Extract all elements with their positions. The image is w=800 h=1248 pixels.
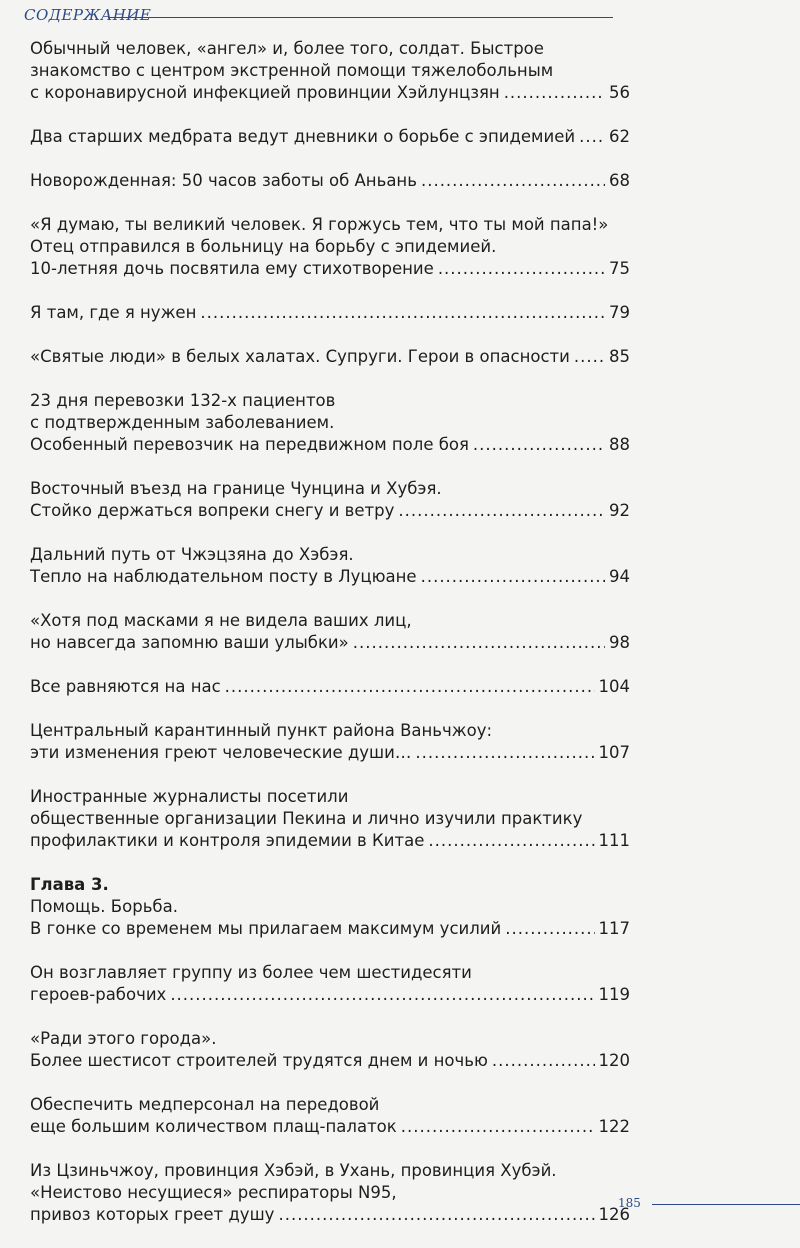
dot-leader [473, 434, 605, 456]
toc-entry-title-line: Обычный человек, «ангел» и, более того, солдат. Быстрое [30, 39, 544, 58]
toc-entry[interactable] [30, 302, 630, 324]
toc-entry-last-line [30, 1116, 630, 1138]
toc-entry-title-line: В гонке со временем мы прилагаем максимум усилий [30, 919, 502, 938]
toc-page-number: 79 [609, 303, 630, 322]
toc-entry[interactable] [30, 544, 630, 588]
dot-leader [504, 82, 605, 104]
toc-entry-last-line [30, 126, 630, 148]
toc-entry[interactable] [30, 346, 630, 368]
toc-entry-title-line: Иностранные журналисты посетили [30, 787, 349, 806]
toc-entry-title-line: Центральный карантинный пункт района Ваньчжоу: [30, 721, 493, 740]
toc-page-number: 119 [598, 985, 630, 1004]
toc-entry-title-line: героев-рабочих [30, 985, 167, 1004]
dot-leader [421, 170, 605, 192]
toc-entry-title-line: «Святые люди» в белых халатах. Супруги. Герои в опасности [30, 347, 570, 366]
toc-entry-title-line: общественные организации Пекина и лично изучили практику [30, 809, 583, 828]
toc-entry-last-line [30, 918, 630, 940]
toc-entry-last-line [30, 346, 630, 368]
toc-entry-title-line: Новорожденная: 50 часов заботы об Аньань [30, 171, 417, 190]
toc-entry-last-line [30, 676, 630, 698]
toc-entry-last-line [30, 302, 630, 324]
toc-entry-last-line [30, 170, 630, 192]
toc-entry[interactable] [30, 126, 630, 148]
toc-entry[interactable] [30, 720, 630, 764]
toc-page-number: 111 [598, 831, 630, 850]
dot-leader [415, 742, 594, 764]
footer-rule [652, 1204, 800, 1205]
toc-entry[interactable] [30, 214, 630, 280]
toc-entry-title-line: Более шестисот строителей трудятся днем и ночью [30, 1051, 488, 1070]
toc-entry-title-line: Дальний путь от Чжэцзяна до Хэбэя. [30, 545, 354, 564]
dot-leader [401, 1116, 595, 1138]
toc-page-number: 68 [609, 171, 630, 190]
toc-entry-title-line: эти изменения греют человеческие души… [30, 743, 412, 762]
dot-leader [398, 500, 605, 522]
toc-page-number: 104 [598, 677, 630, 696]
toc-page-number: 117 [598, 919, 630, 938]
toc-entry-title-line: профилактики и контроля эпидемии в Китае [30, 831, 425, 850]
toc-entry-title-line: Помощь. Борьба. [30, 897, 178, 916]
toc-entry-title-line: Обеспечить медперсонал на передовой [30, 1095, 380, 1114]
toc-entry[interactable] [30, 896, 630, 940]
toc-page-number: 62 [609, 127, 630, 146]
toc-entry-title-line: 23 дня перевозки 132-х пациентов [30, 391, 336, 410]
toc-page-number: 122 [598, 1117, 630, 1136]
toc-page-number: 88 [609, 435, 630, 454]
toc-entry[interactable] [30, 676, 630, 698]
toc-entry-last-line [30, 434, 630, 456]
table-of-contents [30, 38, 630, 1248]
dot-leader [574, 346, 605, 368]
toc-entry-title-line: Отец отправился в больницу на борьбу с эпидемией. [30, 237, 497, 256]
toc-entry-last-line [30, 82, 630, 104]
toc-entry-title-line: Я там, где я нужен [30, 303, 197, 322]
toc-entry-title-line: Стойко держаться вопреки снегу и ветру [30, 501, 395, 520]
toc-entry-title-line: знакомство с центром экстренной помощи тяжелобольным [30, 61, 554, 80]
toc-entry-title-line: Восточный въезд на границе Чунцина и Хубэя. [30, 479, 442, 498]
dot-leader [492, 1050, 595, 1072]
toc-entry-title-line: «Я думаю, ты великий человек. Я горжусь тем, что ты мой папа!» [30, 215, 609, 234]
toc-page-number: 120 [598, 1051, 630, 1070]
dot-leader [200, 302, 605, 324]
toc-page-number: 56 [609, 83, 630, 102]
toc-entry-title-line: «Ради этого города». [30, 1029, 217, 1048]
toc-entry-last-line [30, 500, 630, 522]
dot-leader [579, 126, 605, 148]
toc-entry-title-line: 10-летняя дочь посвятила ему стихотворение [30, 259, 434, 278]
dot-leader [225, 676, 595, 698]
toc-page-number: 75 [609, 259, 630, 278]
toc-entry[interactable] [30, 38, 630, 104]
toc-entry-title-line: Все равняются на нас [30, 677, 221, 696]
toc-entry[interactable] [30, 478, 630, 522]
toc-entry-last-line [30, 742, 630, 764]
toc-entry-title-line: еще большим количеством плащ-палаток [30, 1117, 397, 1136]
dot-leader [505, 918, 594, 940]
toc-entry-title-line: с подтвержденным заболеванием. [30, 413, 335, 432]
dot-leader [353, 632, 605, 654]
toc-page-number: 98 [609, 633, 630, 652]
toc-entry-last-line [30, 1050, 630, 1072]
toc-entry-last-line [30, 632, 630, 654]
toc-page-number: 107 [598, 743, 630, 762]
header-rule [108, 17, 613, 18]
dot-leader [428, 830, 594, 852]
dot-leader [170, 984, 594, 1006]
toc-entry[interactable] [30, 170, 630, 192]
dot-leader [421, 566, 605, 588]
toc-page-number: 92 [609, 501, 630, 520]
toc-page-number: 94 [609, 567, 630, 586]
toc-entry-title-line: Из Цзиньчжоу, провинция Хэбэй, в Ухань, провинция Хубэй. [30, 1161, 557, 1180]
toc-entry[interactable] [30, 1028, 630, 1072]
running-header: СОДЕРЖАНИЕ [24, 6, 152, 24]
toc-page-number: 85 [609, 347, 630, 366]
toc-page-number: 126 [598, 1205, 630, 1224]
toc-entry-last-line [30, 258, 630, 280]
toc-entry[interactable] [30, 1160, 630, 1226]
toc-entry-last-line [30, 830, 630, 852]
toc-entry-title-line: «Неистово несущиеся» респираторы N95, [30, 1183, 397, 1202]
toc-entry[interactable] [30, 786, 630, 852]
toc-entry-last-line [30, 984, 630, 1006]
toc-entry-title-line: Особенный перевозчик на передвижном поле боя [30, 435, 469, 454]
toc-entry[interactable] [30, 390, 630, 456]
page-number: 185 [618, 1196, 641, 1210]
dot-leader [438, 258, 605, 280]
toc-entry-last-line [30, 566, 630, 588]
toc-entry-title-line: Он возглавляет группу из более чем шестидесяти [30, 963, 472, 982]
toc-entry-title-line: привоз которых греет душу [30, 1205, 275, 1224]
toc-entry-title-line: «Хотя под масками я не видела ваших лиц, [30, 611, 412, 630]
toc-entry-title-line: Два старших медбрата ведут дневники о борьбе с эпидемией [30, 127, 576, 146]
toc-entry[interactable] [30, 610, 630, 654]
toc-entry-title-line: с коронавирусной инфекцией провинции Хэйлунцзян [30, 83, 500, 102]
toc-entry[interactable] [30, 962, 630, 1006]
chapter-heading: Глава 3. [30, 875, 109, 894]
toc-entry[interactable] [30, 1094, 630, 1138]
toc-entry-title-line: Тепло на наблюдательном посту в Луцюане [30, 567, 417, 586]
toc-entry-title-line: но навсегда запомню ваши улыбки» [30, 633, 349, 652]
